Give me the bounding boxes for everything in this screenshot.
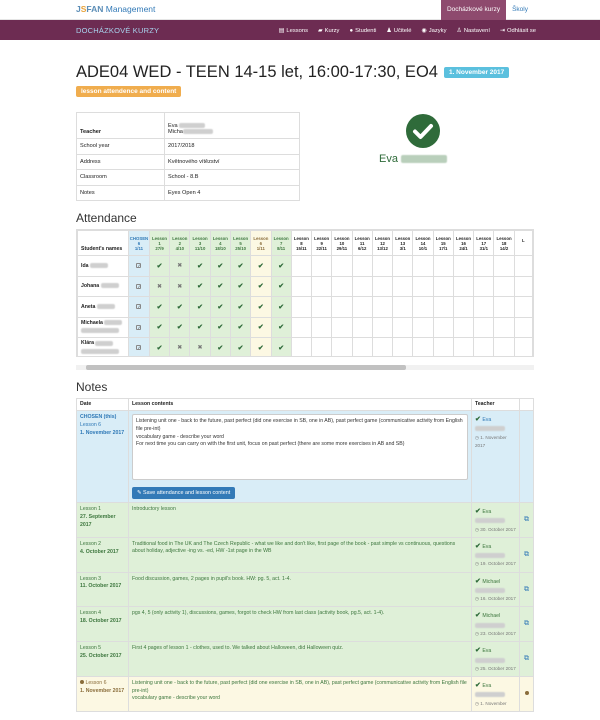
lesson-contents: Listening unit one - back to the future, past perfect (did one exercise in SB, one in AB), past perfect game (communicative activity from English file pre-int) vocabulary game - describe your word: [129, 677, 472, 712]
absent-x-icon: ✖: [177, 345, 183, 352]
approved-check-icon: [406, 114, 440, 148]
lesson-column-header[interactable]: Lesson 5 25/10: [230, 231, 250, 256]
lesson-contents: Introductory lesson: [129, 503, 472, 538]
brand-logo[interactable]: JSFAN Management: [76, 4, 156, 14]
folder-icon: ▰: [318, 28, 323, 34]
lesson-date[interactable]: Lesson 5 25. October 2017: [77, 642, 129, 677]
attendance-cell: [514, 256, 532, 277]
lesson-date[interactable]: Lesson 2 4. October 2017: [77, 537, 129, 572]
attendance-cell: [312, 256, 332, 277]
lesson-column-header[interactable]: Lesson 18 14/2: [494, 231, 514, 256]
attendance-cell: [291, 338, 311, 358]
attendance-cell: [271, 297, 291, 318]
logout-icon: ⇥: [499, 28, 505, 34]
attendance-cell: [514, 338, 532, 358]
attendance-cell: [230, 256, 250, 277]
top-tabs: [441, 0, 534, 20]
attendance-cell: [230, 338, 250, 358]
attendance-cell: [352, 276, 372, 297]
save-attendance-button[interactable]: ✎ Save attendance and lesson content: [132, 487, 235, 499]
absent-x-icon: ✖: [177, 263, 183, 270]
lesson-teacher: ✔ Eva ◷ 1. November 2017: [472, 411, 520, 503]
tab-dochazkove-kurzy[interactable]: Docházkové kurzy: [441, 0, 506, 20]
tab-skoly[interactable]: Školy: [512, 6, 528, 13]
lesson-column-header[interactable]: Lesson 14 10/1: [413, 231, 433, 256]
external-link-icon[interactable]: ⧉: [524, 550, 529, 558]
present-check-icon: ✔: [176, 303, 183, 311]
attendance-cell: [352, 317, 372, 338]
student-name: Klára: [78, 338, 129, 358]
attendance-heading: Attendance: [76, 211, 137, 225]
attendance-cell: [251, 297, 271, 318]
current-lesson-dot-icon: [80, 680, 84, 684]
attendance-cell: [494, 317, 514, 338]
present-check-icon: ✔: [217, 344, 224, 352]
table-row: [78, 338, 533, 358]
clock-icon: ◷: [475, 596, 480, 602]
attendance-cell: [393, 338, 413, 358]
attendance-cell: [190, 297, 210, 318]
attendance-cell: [514, 317, 532, 338]
attendance-cell: [312, 276, 332, 297]
attendance-cell: [170, 317, 190, 338]
lesson-teacher: ✔ Michael ◷ 23. October 2017: [472, 607, 520, 642]
info-key: Notes: [77, 185, 165, 201]
table-row: [77, 642, 534, 677]
approved-teacher-name: Eva: [379, 153, 447, 165]
lesson-column-header[interactable]: Lesson 12 13/12: [372, 231, 392, 256]
clock-icon: ◷: [475, 434, 480, 440]
attendance-cell: [494, 276, 514, 297]
attendance-cell: [494, 256, 514, 277]
lesson-teacher: ✔ Michael ◷ 16. October 2017: [472, 572, 520, 607]
present-check-icon: ✔: [278, 324, 285, 332]
present-check-icon: ✔: [237, 324, 244, 332]
status-badge: lesson attendence and content: [76, 86, 181, 97]
attendance-cell: [271, 338, 291, 358]
lesson-contents: pgs 4, 5 (only activity 1), discussions, games, forgot to check HW from last class (activity book, pg.5, act. 1-4).: [129, 607, 472, 642]
info-key: Address: [77, 154, 165, 170]
table-row: [77, 537, 534, 572]
absent-x-icon: ✖: [177, 283, 183, 290]
lesson-column-header[interactable]: Lesson 7 8/11: [271, 231, 291, 256]
current-lesson-dot-icon: [525, 691, 529, 695]
row-action[interactable]: [520, 677, 534, 712]
lesson-teacher: ✔ Eva ◷ 19. October 2017: [472, 537, 520, 572]
attendance-cell: [393, 317, 413, 338]
lesson-column-header[interactable]: Lesson 11 6/12: [352, 231, 372, 256]
attendance-cell: [190, 276, 210, 297]
check-icon: ✔: [475, 542, 481, 550]
lesson-column-header[interactable]: Lesson 9 22/11: [312, 231, 332, 256]
clock-icon: ◷: [475, 630, 480, 636]
check-icon: ✔: [475, 416, 481, 423]
present-check-icon: ✔: [217, 324, 224, 332]
nav-title[interactable]: DOCHÁZKOVÉ KURZY: [76, 26, 160, 35]
lesson-teacher: ✔ Eva ◷ 1. November: [472, 677, 520, 712]
notes-heading: Notes: [76, 380, 108, 394]
attendance-cell: [271, 256, 291, 277]
attendance-cell: [352, 256, 372, 277]
edit-icon: ✎: [137, 490, 144, 496]
attendance-cell: [474, 317, 494, 338]
globe-icon: ◉: [421, 28, 427, 34]
attendance-cell: [230, 276, 250, 297]
student-name: Johana: [78, 276, 129, 297]
check-icon: ✔: [475, 647, 481, 655]
book-icon: ▤: [278, 28, 285, 34]
attendance-cell: [433, 297, 453, 318]
attendance-cell: [433, 338, 453, 358]
student-name: Aneta: [78, 297, 129, 318]
attendance-cell: [372, 338, 392, 358]
lesson-column-header[interactable]: Lesson 15 17/1: [433, 231, 453, 256]
lesson-date: CHOSEN (this) Lesson 6 1. November 2017: [77, 411, 129, 503]
attendance-cell: [514, 297, 532, 318]
attendance-checkbox[interactable]: ✓: [137, 283, 141, 289]
attendance-scrollbar[interactable]: [76, 365, 534, 370]
user-icon: ♙: [456, 28, 462, 34]
attendance-cell: [474, 276, 494, 297]
attendance-cell: [170, 297, 190, 318]
lesson-contents-editor: [129, 411, 472, 503]
lesson-column-header[interactable]: Lesson 3 11/10: [190, 231, 210, 256]
col-date: Date: [77, 399, 129, 411]
attendance-cell: [332, 256, 352, 277]
attendance-cell: [251, 256, 271, 277]
attendance-cell: [413, 276, 433, 297]
main-nav: [0, 20, 600, 40]
col-actions: [520, 399, 534, 411]
info-key: Teacher: [77, 113, 165, 139]
attendance-cell: [453, 276, 473, 297]
attendance-cell: [291, 276, 311, 297]
attendance-checkbox[interactable]: ✓: [137, 263, 141, 269]
present-check-icon: ✔: [197, 262, 203, 270]
attendance-cell[interactable]: [129, 317, 150, 338]
external-link-icon[interactable]: ⧉: [524, 655, 529, 663]
nav-item-kurzy[interactable]: ▰ Kurzy: [318, 27, 340, 34]
users-icon: ●: [349, 27, 354, 34]
present-check-icon: ✔: [156, 303, 163, 311]
lesson-column-header[interactable]: Lesson 4 18/10: [210, 231, 230, 256]
col-contents: Lesson contents: [129, 399, 472, 411]
attendance-cell: [190, 317, 210, 338]
present-check-icon: ✔: [156, 262, 163, 270]
present-check-icon: ✔: [257, 303, 264, 311]
external-link-icon[interactable]: ⧉: [524, 585, 529, 593]
attendance-cell[interactable]: [129, 338, 150, 358]
info-value: School - 8.B: [165, 170, 300, 186]
table-row: [78, 317, 533, 338]
attendance-cell: [514, 276, 532, 297]
attendance-cell: [291, 317, 311, 338]
table-row: [77, 677, 534, 712]
top-bar: [0, 0, 600, 20]
scrollbar-thumb[interactable]: [86, 365, 406, 370]
info-value: Květnového vítězství: [165, 154, 300, 170]
lesson-contents: Traditional food in The UK and The Czech Republic - what we like and don't like, first page of the book - past simple vs continuous, questions about holiday, adjective -ing vs. -ed, HW -1st page in the WB: [129, 537, 472, 572]
attendance-cell: [332, 338, 352, 358]
absent-x-icon: ✖: [157, 283, 163, 290]
attendance-cell: [332, 276, 352, 297]
attendance-cell: [190, 338, 210, 358]
attendance-cell: [251, 276, 271, 297]
attendance-cell: [210, 256, 230, 277]
lesson-contents: Food discussion, games, 2 pages in pupil's book. HW: pg. 5, act. 1-4.: [129, 572, 472, 607]
attendance-cell: [210, 276, 230, 297]
present-check-icon: ✔: [278, 344, 285, 352]
row-action[interactable]: [520, 503, 534, 538]
attendance-cell: [372, 317, 392, 338]
lesson-column-header[interactable]: Lesson 1 27/9: [149, 231, 169, 256]
table-row: [78, 256, 533, 277]
lesson-column-header[interactable]: Lesson 8 15/11: [291, 231, 311, 256]
present-check-icon: ✔: [197, 303, 203, 311]
attendance-cell: [149, 338, 169, 358]
info-value: Eyes Open 4: [165, 185, 300, 201]
attendance-cell: [372, 256, 392, 277]
student-names-header: Student's names: [78, 231, 129, 256]
nav-item-jazyky[interactable]: ◉ Jazyky: [421, 27, 447, 34]
attendance-cell[interactable]: [129, 297, 150, 318]
clock-icon: ◷: [475, 665, 480, 671]
present-check-icon: ✔: [217, 303, 224, 311]
lesson-column-header[interactable]: Lesson 13 3/1: [393, 231, 413, 256]
present-check-icon: ✔: [237, 283, 244, 291]
present-check-icon: ✔: [278, 262, 285, 270]
external-link-icon[interactable]: ⧉: [524, 620, 529, 628]
attendance-cell: [433, 276, 453, 297]
present-check-icon: ✔: [217, 262, 224, 270]
lesson-column-header[interactable]: CHOSEN 6 1/11: [129, 231, 150, 256]
present-check-icon: ✔: [278, 303, 285, 311]
attendance-cell: [312, 338, 332, 358]
attendance-cell: [149, 297, 169, 318]
attendance-cell: [271, 317, 291, 338]
external-link-icon[interactable]: ⧉: [524, 515, 529, 523]
attendance-cell: [352, 338, 372, 358]
attendance-cell: [190, 256, 210, 277]
attendance-cell: [413, 256, 433, 277]
row-action[interactable]: [520, 642, 534, 677]
attendance-cell: [210, 317, 230, 338]
present-check-icon: ✔: [257, 344, 264, 352]
attendance-cell: [413, 297, 433, 318]
clock-icon: ◷: [475, 561, 480, 567]
attendance-cell: [312, 297, 332, 318]
attendance-cell: [352, 297, 372, 318]
row-action[interactable]: [520, 572, 534, 607]
page-title-bar: [76, 63, 509, 82]
attendance-cell: [474, 297, 494, 318]
attendance-cell: [393, 276, 413, 297]
attendance-cell: [210, 297, 230, 318]
lesson-column-header[interactable]: Lesson 6 1/11: [251, 231, 271, 256]
lesson-contents: First 4 pages of lesson 1 - clothes, used to. We talked about Halloween, did Halloween quiz.: [129, 642, 472, 677]
attendance-cell: [453, 256, 473, 277]
attendance-checkbox[interactable]: ✓: [137, 304, 141, 310]
info-value: 2017/2018: [165, 139, 300, 155]
attendance-cell: [413, 338, 433, 358]
attendance-cell: [170, 276, 190, 297]
attendance-cell: [433, 317, 453, 338]
attendance-cell: [291, 297, 311, 318]
attendance-cell: [494, 297, 514, 318]
lesson-teacher: ✔ Eva ◷ 25. October 2017: [472, 642, 520, 677]
attendance-cell: [332, 317, 352, 338]
attendance-cell: [453, 297, 473, 318]
present-check-icon: ✔: [217, 283, 224, 291]
table-row: [77, 572, 534, 607]
table-row: [77, 607, 534, 642]
attendance-cell: [271, 276, 291, 297]
present-check-icon: ✔: [278, 283, 285, 291]
attendance-cell: [474, 256, 494, 277]
attendance-table: [76, 229, 534, 357]
present-check-icon: ✔: [156, 324, 163, 332]
attendance-cell: [210, 338, 230, 358]
attendance-cell: [393, 256, 413, 277]
attendance-cell: [413, 317, 433, 338]
table-row: [77, 503, 534, 538]
lesson-column-header[interactable]: Lesson 2 4/10: [170, 231, 190, 256]
table-row: [78, 276, 533, 297]
present-check-icon: ✔: [197, 324, 203, 332]
course-info-table: [76, 112, 300, 201]
attendance-cell: [433, 256, 453, 277]
attendance-cell: [453, 338, 473, 358]
attendance-cell: [149, 256, 169, 277]
attendance-cell: [170, 256, 190, 277]
lesson-column-header[interactable]: Lesson 17 31/1: [474, 231, 494, 256]
attendance-cell: [372, 276, 392, 297]
check-icon: ✔: [475, 612, 481, 620]
present-check-icon: ✔: [176, 324, 183, 332]
attendance-cell[interactable]: [129, 256, 150, 277]
attendance-cell: [170, 338, 190, 358]
attendance-cell: [312, 317, 332, 338]
nav-item-lessons[interactable]: ▤ Lessons: [278, 27, 309, 34]
nav-item-studenti[interactable]: ● Studenti: [349, 27, 377, 34]
attendance-cell: [494, 338, 514, 358]
check-icon: ✔: [475, 508, 481, 515]
row-action[interactable]: [520, 537, 534, 572]
clock-icon: ◷: [475, 700, 480, 706]
nav-item-ucitele[interactable]: ♟ Učitelé: [386, 27, 412, 34]
attendance-cell: [149, 317, 169, 338]
lesson-teacher: ✔ Eva ◷ 30. October 2017: [472, 503, 520, 538]
info-teachers: Eva Micha: [165, 113, 300, 139]
present-check-icon: ✔: [237, 262, 244, 270]
info-key: Classroom: [77, 170, 165, 186]
present-check-icon: ✔: [257, 324, 264, 332]
check-icon: ✔: [475, 682, 481, 690]
present-check-icon: ✔: [257, 283, 264, 291]
lesson-date[interactable]: Lesson 3 11. October 2017: [77, 572, 129, 607]
attendance-cell: [393, 297, 413, 318]
attendance-cell: [332, 297, 352, 318]
info-key: School year: [77, 139, 165, 155]
notes-table: [76, 398, 534, 712]
present-check-icon: ✔: [237, 344, 244, 352]
attendance-cell: [251, 338, 271, 358]
col-teacher: Teacher: [472, 399, 520, 411]
present-check-icon: ✔: [156, 344, 163, 352]
attendance-cell: [149, 276, 169, 297]
attendance-cell: [372, 297, 392, 318]
present-check-icon: ✔: [237, 303, 244, 311]
present-check-icon: ✔: [197, 283, 203, 291]
date-badge: 1. November 2017: [444, 67, 509, 78]
lesson-date[interactable]: Lesson 1 27. September 2017: [77, 503, 129, 538]
absent-x-icon: ✖: [197, 345, 203, 352]
attendance-cell[interactable]: [129, 276, 150, 297]
table-row: [78, 297, 533, 318]
lesson-contents-textarea[interactable]: Listening unit one - back to the future, past perfect (did one exercise in SB, one in AB), past perfect game (communicative activity from English file pre-int) vocabulary game - describe your word For next time you can carry on with the first unit, focus on past perfect (there are some more exercises in AB and SB): [132, 414, 468, 480]
page-title: ADE04 WED - TEEN 14-15 let, 16:00-17:30, EO4: [76, 63, 438, 81]
clock-icon: ◷: [475, 526, 480, 532]
student-name: Michaela: [78, 317, 129, 338]
student-name: Ida: [78, 256, 129, 277]
attendance-cell: [453, 317, 473, 338]
attendance-cell: [230, 297, 250, 318]
nav-item-nastaveni[interactable]: ♙ Nastavení: [456, 27, 490, 34]
attendance-checkbox[interactable]: ✓: [137, 324, 141, 330]
row-action[interactable]: [520, 607, 534, 642]
present-check-icon: ✔: [257, 262, 264, 270]
lesson-date[interactable]: Lesson 6 1. November 2017: [77, 677, 129, 712]
check-icon: ✔: [475, 577, 481, 585]
table-row-chosen: [77, 411, 534, 503]
nav-item-odhlasit[interactable]: ⇥ Odhlásit se: [499, 27, 536, 34]
teacher-icon: ♟: [386, 28, 392, 34]
attendance-checkbox[interactable]: ✓: [137, 345, 141, 351]
attendance-cell: [251, 317, 271, 338]
attendance-cell: [230, 317, 250, 338]
lesson-column-header[interactable]: Lesson 10 29/11: [332, 231, 352, 256]
lesson-date[interactable]: Lesson 4 18. October 2017: [77, 607, 129, 642]
lesson-column-header[interactable]: L: [514, 231, 532, 256]
lesson-column-header[interactable]: Lesson 16 24/1: [453, 231, 473, 256]
attendance-cell: [291, 256, 311, 277]
attendance-cell: [474, 338, 494, 358]
